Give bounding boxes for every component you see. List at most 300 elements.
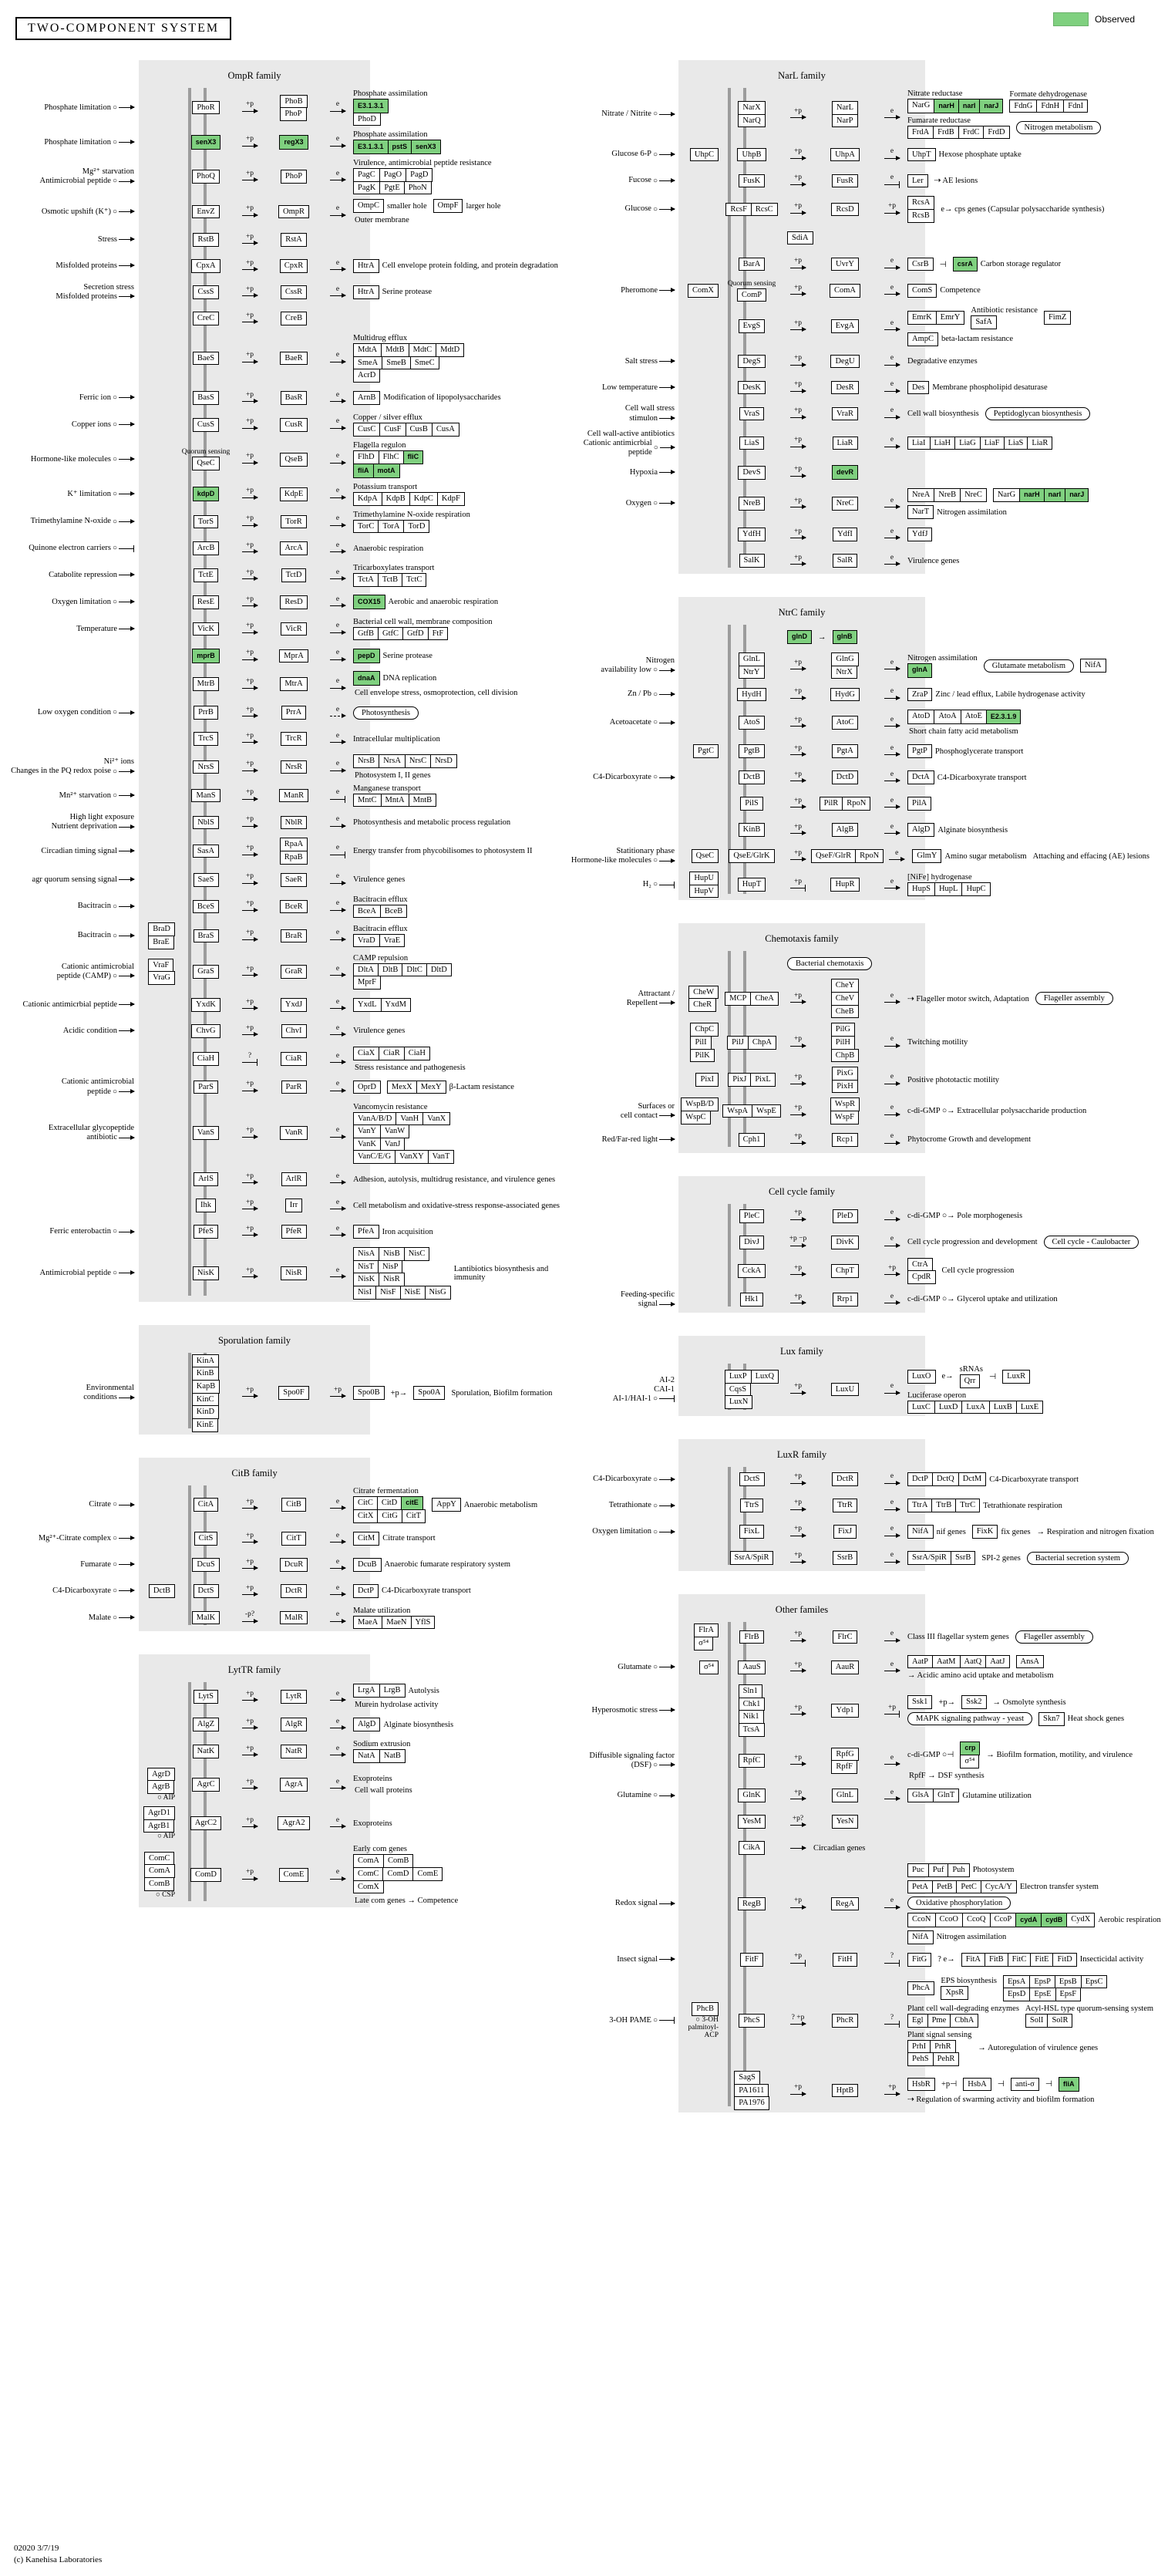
gene-NisI[interactable]: NisI xyxy=(353,1286,376,1300)
gene-AatJ[interactable]: AatJ xyxy=(985,1655,1009,1669)
gene-FusK[interactable]: FusK xyxy=(739,174,766,188)
gene-DltA[interactable]: DltA xyxy=(353,963,379,977)
gene-CusS[interactable]: CusS xyxy=(193,418,219,432)
gene-TorC[interactable]: TorC xyxy=(353,520,379,534)
gene-Rrp1[interactable]: Rrp1 xyxy=(833,1293,858,1307)
gene-VraE[interactable]: VraE xyxy=(379,934,406,948)
gene-senX3[interactable]: senX3 xyxy=(411,140,441,154)
gene-MalR[interactable]: MalR xyxy=(280,1611,308,1625)
gene-PfeR[interactable]: PfeR xyxy=(281,1225,307,1239)
gene-kdpD[interactable]: kdpD xyxy=(193,487,220,501)
gene-ComE[interactable]: ComE xyxy=(412,1867,443,1881)
gene-COX15[interactable]: COX15 xyxy=(353,595,385,609)
gene-EpsP[interactable]: EpsP xyxy=(1029,1975,1055,1989)
gene-FixL[interactable]: FixL xyxy=(739,1525,764,1539)
gene-SolR[interactable]: SolR xyxy=(1047,2014,1072,2028)
gene-YxdM[interactable]: YxdM xyxy=(381,998,411,1012)
gene-TtrS[interactable]: TtrS xyxy=(740,1499,764,1512)
gene-PhoB[interactable]: PhoB xyxy=(280,95,307,109)
gene-PgtB[interactable]: PgtB xyxy=(739,744,764,758)
gene-HsbR[interactable]: HsbR xyxy=(907,2078,935,2092)
gene-LuxP[interactable]: LuxP xyxy=(725,1370,752,1384)
gene-ComX[interactable]: ComX xyxy=(688,284,719,298)
gene-VanH[interactable]: VanH xyxy=(396,1112,423,1126)
gene-TctE[interactable]: TctE xyxy=(194,568,218,582)
gene-LuxC[interactable]: LuxC xyxy=(907,1401,935,1414)
gene-PA1611[interactable]: PA1611 xyxy=(734,2084,769,2098)
gene-NrsR[interactable]: NrsR xyxy=(281,760,307,774)
gene-NblS[interactable]: NblS xyxy=(193,816,219,830)
gene-NisT[interactable]: NisT xyxy=(353,1260,379,1274)
gene-PagD[interactable]: PagD xyxy=(406,168,433,182)
gene-EpsB[interactable]: EpsB xyxy=(1055,1975,1082,1989)
gene-NisR[interactable]: NisR xyxy=(281,1266,307,1280)
gene-motA[interactable]: motA xyxy=(373,464,400,478)
gene-AlgZ[interactable]: AlgZ xyxy=(193,1718,219,1731)
gene-NatB[interactable]: NatB xyxy=(379,1749,406,1763)
gene-pstS[interactable]: pstS xyxy=(388,140,412,154)
gene-CpxA[interactable]: CpxA xyxy=(191,259,220,273)
gene-SaeS[interactable]: SaeS xyxy=(194,873,219,887)
gene-CheA[interactable]: CheA xyxy=(750,992,779,1006)
gene-DivJ[interactable]: DivJ xyxy=(739,1236,764,1249)
gene-CiaX[interactable]: CiaX xyxy=(353,1047,379,1060)
gene-Nik1[interactable]: Nik1 xyxy=(739,1710,764,1724)
gene-BraS[interactable]: BraS xyxy=(194,929,219,943)
gene-fliC[interactable]: fliC xyxy=(403,450,424,465)
gene-PleC[interactable]: PleC xyxy=(739,1209,764,1223)
gene-CcoO[interactable]: CcoO xyxy=(935,1913,964,1927)
gene-PhoD[interactable]: PhoD xyxy=(353,113,381,126)
gene-NreB[interactable]: NreB xyxy=(739,497,766,511)
gene-DesK[interactable]: DesK xyxy=(738,381,766,395)
gene-CydX[interactable]: CydX xyxy=(1066,1913,1095,1927)
gene-KinE[interactable]: KinE xyxy=(192,1418,218,1432)
gene-Irr[interactable]: Irr xyxy=(285,1199,303,1212)
gene-ManS[interactable]: ManS xyxy=(191,789,220,803)
gene-AtoC[interactable]: AtoC xyxy=(832,716,859,730)
gene-FlrC[interactable]: FlrC xyxy=(833,1630,857,1644)
gene-NrsB[interactable]: NrsB xyxy=(353,754,379,768)
gene-SasA[interactable]: SasA xyxy=(193,845,219,858)
gene-KinB[interactable]: KinB xyxy=(739,823,766,837)
gene-AlgR[interactable]: AlgR xyxy=(281,1718,308,1731)
gene-SmeB[interactable]: SmeB xyxy=(382,356,411,370)
gene-LiaF[interactable]: LiaF xyxy=(980,437,1005,450)
gene-PhoP[interactable]: PhoP xyxy=(280,107,306,121)
gene-FdnH[interactable]: FdnH xyxy=(1036,99,1064,113)
gene-VraD[interactable]: VraD xyxy=(353,934,380,948)
gene-PrrB[interactable]: PrrB xyxy=(194,706,218,720)
gene-DesR[interactable]: DesR xyxy=(831,381,858,395)
gene-PhcA[interactable]: PhcA xyxy=(907,1981,934,1995)
gene-DivK[interactable]: DivK xyxy=(831,1236,858,1249)
gene-CitD[interactable]: CitD xyxy=(377,1496,402,1511)
gene-CitX[interactable]: CitX xyxy=(353,1509,378,1523)
gene-YesM[interactable]: YesM xyxy=(738,1815,766,1829)
gene-PagK[interactable]: PagK xyxy=(353,181,380,195)
gene-FdnG[interactable]: FdnG xyxy=(1009,99,1037,113)
gene-VicK[interactable]: VicK xyxy=(193,622,219,636)
gene-PfeS[interactable]: PfeS xyxy=(194,1225,218,1239)
gene-DltB[interactable]: DltB xyxy=(378,963,402,977)
gene-FrdD[interactable]: FrdD xyxy=(983,126,1009,140)
gene-SalR[interactable]: SalR xyxy=(833,554,857,568)
gene-PagC[interactable]: PagC xyxy=(353,168,380,182)
gene-CheV[interactable]: CheV xyxy=(831,992,860,1006)
gene-TctD[interactable]: TctD xyxy=(281,568,307,582)
gene-Ssk1[interactable]: Ssk1 xyxy=(907,1695,932,1709)
gene-CitB[interactable]: CitB xyxy=(281,1498,306,1512)
gene-AgrA2[interactable]: AgrA2 xyxy=(278,1816,309,1830)
gene-CbhA[interactable]: CbhA xyxy=(950,2014,978,2028)
gene-ParR[interactable]: ParR xyxy=(281,1081,307,1094)
gene-PilH[interactable]: PilH xyxy=(831,1036,855,1050)
gene-LuxR[interactable]: LuxR xyxy=(1002,1370,1030,1384)
gene-DctB[interactable]: DctB xyxy=(149,1584,175,1598)
gene-SmeA[interactable]: SmeA xyxy=(353,356,382,370)
gene-PagO[interactable]: PagO xyxy=(379,168,406,182)
pathway-link-Bacterial chemotaxis[interactable]: Bacterial chemotaxis xyxy=(787,957,872,970)
gene-GlnL[interactable]: GlnL xyxy=(739,652,765,666)
gene-NrsS[interactable]: NrsS xyxy=(193,760,218,774)
gene-SagS[interactable]: SagS xyxy=(734,2071,760,2085)
gene-CsrB[interactable]: CsrB xyxy=(907,258,934,271)
gene-TrcR[interactable]: TrcR xyxy=(281,732,306,746)
gene-NreA[interactable]: NreA xyxy=(907,488,934,502)
gene-YxdK[interactable]: YxdK xyxy=(191,998,220,1012)
gene-TorA[interactable]: TorA xyxy=(378,520,404,534)
gene-Spo0F[interactable]: Spo0F xyxy=(278,1386,308,1400)
gene-EvgA[interactable]: EvgA xyxy=(831,319,860,333)
gene-ArcA[interactable]: ArcA xyxy=(280,541,307,555)
gene-CssR[interactable]: CssR xyxy=(281,285,307,299)
gene-Hk1[interactable]: Hk1 xyxy=(740,1293,763,1307)
gene-OmpR[interactable]: OmpR xyxy=(278,205,309,219)
gene-RcsC[interactable]: RcsC xyxy=(751,203,778,217)
gene-LiaG[interactable]: LiaG xyxy=(954,437,981,450)
gene-UhpA[interactable]: UhpA xyxy=(830,148,860,162)
gene-Ssk2[interactable]: Ssk2 xyxy=(961,1695,986,1709)
gene-GtfB[interactable]: GtfB xyxy=(353,627,379,641)
gene-ComX[interactable]: ComX xyxy=(353,1880,384,1894)
gene-regX3[interactable]: regX3 xyxy=(279,135,308,150)
gene-PgtA[interactable]: PgtA xyxy=(832,744,858,758)
gene-BarA[interactable]: BarA xyxy=(739,258,766,271)
gene-AtoD[interactable]: AtoD xyxy=(907,710,934,724)
gene-TcsA[interactable]: TcsA xyxy=(739,1723,765,1737)
gene-Qrr[interactable]: Qrr xyxy=(960,1374,981,1388)
gene-PetA[interactable]: PetA xyxy=(907,1880,933,1894)
gene-E3.1.3.1[interactable]: E3.1.3.1 xyxy=(353,99,389,113)
gene-YxdL[interactable]: YxdL xyxy=(353,998,382,1012)
gene-GlnT[interactable]: GlnT xyxy=(933,1789,959,1802)
gene-DctB[interactable]: DctB xyxy=(739,770,765,784)
gene-CcoQ[interactable]: CcoQ xyxy=(962,1913,991,1927)
gene-HupT[interactable]: HupT xyxy=(738,878,766,892)
gene-PilR[interactable]: PilR xyxy=(820,797,843,811)
gene-VanJ[interactable]: VanJ xyxy=(380,1138,405,1151)
gene-CusF[interactable]: CusF xyxy=(379,423,406,437)
gene-pepD[interactable]: pepD xyxy=(353,649,380,663)
gene-AnsA[interactable]: AnsA xyxy=(1016,1655,1045,1669)
gene-KinC[interactable]: KinC xyxy=(192,1393,219,1407)
gene-WspB/D[interactable]: WspB/D xyxy=(681,1097,719,1111)
gene-PehS[interactable]: PehS xyxy=(907,2052,934,2066)
gene-fliA[interactable]: fliA xyxy=(1059,2077,1079,2092)
pathway-link-Photosynthesis[interactable]: Photosynthesis xyxy=(353,706,419,720)
gene-AgrC2[interactable]: AgrC2 xyxy=(190,1816,222,1830)
gene-CiaR[interactable]: CiaR xyxy=(379,1047,405,1060)
gene-EmrK[interactable]: EmrK xyxy=(907,311,937,325)
gene-PhoN[interactable]: PhoN xyxy=(404,181,432,195)
gene-NifA[interactable]: NifA xyxy=(907,1525,934,1539)
gene-LiaS[interactable]: LiaS xyxy=(1004,437,1028,450)
gene-DltC[interactable]: DltC xyxy=(402,963,426,977)
gene-CitT[interactable]: CitT xyxy=(281,1532,305,1546)
gene-HtrA[interactable]: HtrA xyxy=(353,285,379,299)
gene-BceS[interactable]: BceS xyxy=(193,900,219,914)
gene-NisE[interactable]: NisE xyxy=(400,1286,426,1300)
gene-GlmY[interactable]: GlmY xyxy=(912,849,941,863)
gene-ComA[interactable]: ComA xyxy=(353,1854,384,1868)
pathway-link-Cell cycle - Caulobacter[interactable]: Cell cycle - Caulobacter xyxy=(1044,1236,1139,1249)
gene-GraR[interactable]: GraR xyxy=(281,965,308,979)
gene-NisK[interactable]: NisK xyxy=(353,1273,379,1286)
gene-SsrB[interactable]: SsrB xyxy=(833,1551,857,1565)
gene-HupU[interactable]: HupU xyxy=(689,872,719,885)
gene-KdpE[interactable]: KdpE xyxy=(280,487,308,501)
gene-WspC[interactable]: WspC xyxy=(681,1111,710,1124)
gene-TorR[interactable]: TorR xyxy=(281,515,306,529)
gene-NarQ[interactable]: NarQ xyxy=(738,114,765,128)
gene-LuxD[interactable]: LuxD xyxy=(934,1401,963,1414)
gene-FlhD[interactable]: FlhD xyxy=(353,450,379,465)
gene-BasR[interactable]: BasR xyxy=(281,391,308,405)
gene-LrgB[interactable]: LrgB xyxy=(379,1684,406,1698)
gene-CqsS[interactable]: CqsS xyxy=(725,1383,751,1397)
gene-RstA[interactable]: RstA xyxy=(281,233,307,247)
gene-HupC[interactable]: HupC xyxy=(961,882,990,896)
gene-FusR[interactable]: FusR xyxy=(832,174,858,188)
gene-ComA[interactable]: ComA xyxy=(144,1864,175,1878)
gene-FitF[interactable]: FitF xyxy=(740,1953,763,1967)
gene-FlrA[interactable]: FlrA xyxy=(694,1623,719,1637)
gene-ComS[interactable]: ComS xyxy=(907,284,937,298)
gene-NisG[interactable]: NisG xyxy=(425,1286,451,1300)
gene-RcsA[interactable]: RcsA xyxy=(907,196,934,210)
gene-PrhI[interactable]: PrhI xyxy=(907,2040,931,2054)
gene-CycA/Y[interactable]: CycA/Y xyxy=(981,1880,1017,1894)
gene-mprB[interactable]: mprB xyxy=(192,649,220,663)
gene-DctP[interactable]: DctP xyxy=(353,1584,379,1598)
gene-narI[interactable]: narI xyxy=(958,99,981,113)
gene-CheW[interactable]: CheW xyxy=(688,986,719,1000)
gene-E2.3.1.9[interactable]: E2.3.1.9 xyxy=(986,710,1022,724)
gene-BraE[interactable]: BraE xyxy=(148,936,174,949)
gene-LrgA[interactable]: LrgA xyxy=(353,1684,380,1698)
gene-SolI[interactable]: SolI xyxy=(1025,2014,1049,2028)
gene-VraR[interactable]: VraR xyxy=(832,407,858,421)
gene-MtrB[interactable]: MtrB xyxy=(193,677,220,691)
gene-PixH[interactable]: PixH xyxy=(832,1080,858,1094)
gene-RcsD[interactable]: RcsD xyxy=(831,203,858,217)
gene-CheB[interactable]: CheB xyxy=(831,1005,859,1019)
gene-FixK[interactable]: FixK xyxy=(972,1525,998,1539)
gene-ComB[interactable]: ComB xyxy=(383,1854,413,1868)
gene-FitH[interactable]: FitH xyxy=(833,1953,857,1967)
gene-AtoE[interactable]: AtoE xyxy=(961,710,987,724)
gene-HupS[interactable]: HupS xyxy=(907,882,935,896)
gene-ChpT[interactable]: ChpT xyxy=(831,1264,859,1278)
gene-YflS[interactable]: YflS xyxy=(411,1616,436,1630)
gene-CiaH[interactable]: CiaH xyxy=(404,1047,430,1060)
gene-NisB[interactable]: NisB xyxy=(379,1247,405,1261)
gene-ComC[interactable]: ComC xyxy=(144,1852,174,1866)
gene-VraS[interactable]: VraS xyxy=(739,407,765,421)
gene-ArnB[interactable]: ArnB xyxy=(353,391,380,405)
gene-FitE[interactable]: FitE xyxy=(1030,1953,1053,1967)
gene-KdpB[interactable]: KdpB xyxy=(382,492,410,506)
gene-CitG[interactable]: CitG xyxy=(377,1509,402,1523)
gene-PixI[interactable]: PixI xyxy=(695,1073,719,1087)
gene-narH[interactable]: narH xyxy=(1019,488,1045,503)
gene-NisC[interactable]: NisC xyxy=(404,1247,430,1261)
gene-BasS[interactable]: BasS xyxy=(193,391,219,405)
gene-AcrD[interactable]: AcrD xyxy=(353,369,380,383)
gene-AlgD[interactable]: AlgD xyxy=(907,823,934,837)
gene-BceA[interactable]: BceA xyxy=(353,905,381,919)
gene-QseC[interactable]: QseC xyxy=(192,457,219,470)
gene-HupV[interactable]: HupV xyxy=(689,885,719,899)
gene-AgrD1[interactable]: AgrD1 xyxy=(143,1806,175,1820)
gene-MntA[interactable]: MntA xyxy=(381,794,409,808)
gene-MdtD[interactable]: MdtD xyxy=(436,343,464,357)
gene-FitC[interactable]: FitC xyxy=(1008,1953,1032,1967)
gene-Puc[interactable]: Puc xyxy=(907,1863,929,1877)
gene-SdiA[interactable]: SdiA xyxy=(787,231,813,245)
gene-NarT[interactable]: NarT xyxy=(907,505,934,519)
gene-SafA[interactable]: SafA xyxy=(971,315,997,329)
gene-MexY[interactable]: MexY xyxy=(416,1081,446,1094)
gene-RegA[interactable]: RegA xyxy=(831,1897,860,1911)
gene-NrsC[interactable]: NrsC xyxy=(405,754,431,768)
gene-NisF[interactable]: NisF xyxy=(375,1286,400,1300)
gene-EpsE[interactable]: EpsE xyxy=(1029,1988,1055,2001)
gene-PetC[interactable]: PetC xyxy=(956,1880,981,1894)
pathway-link-Nitrogen metabolism[interactable]: Nitrogen metabolism xyxy=(1016,121,1102,134)
gene-PfeA[interactable]: PfeA xyxy=(353,1225,379,1239)
gene-BaeS[interactable]: BaeS xyxy=(193,352,219,366)
gene-VanS[interactable]: VanS xyxy=(193,1126,219,1140)
gene-BaeR[interactable]: BaeR xyxy=(280,352,307,366)
gene-WspF[interactable]: WspF xyxy=(830,1111,859,1124)
gene-glnA[interactable]: glnA xyxy=(907,663,932,678)
gene-UhpB[interactable]: UhpB xyxy=(737,148,766,162)
gene-senX3[interactable]: senX3 xyxy=(191,135,221,150)
gene-HtrA[interactable]: HtrA xyxy=(353,259,379,273)
gene-YdfH[interactable]: YdfH xyxy=(738,528,766,541)
gene-MCP[interactable]: MCP xyxy=(725,992,751,1006)
gene-WspE[interactable]: WspE xyxy=(752,1104,781,1118)
gene-BraR[interactable]: BraR xyxy=(281,929,307,943)
gene-DctR[interactable]: DctR xyxy=(281,1584,307,1598)
pathway-link-Flageller assembly[interactable]: Flageller assembly xyxy=(1015,1630,1093,1644)
gene-NtrY[interactable]: NtrY xyxy=(739,666,765,679)
gene-ResE[interactable]: ResE xyxy=(193,595,219,609)
gene-ComA[interactable]: ComA xyxy=(830,284,860,298)
gene-RcsB[interactable]: RcsB xyxy=(907,209,934,223)
gene-HptB[interactable]: HptB xyxy=(832,2084,859,2098)
gene-UhpT[interactable]: UhpT xyxy=(907,148,936,162)
gene-CiaR[interactable]: CiaR xyxy=(281,1052,307,1066)
gene-DctQ[interactable]: DctQ xyxy=(932,1472,959,1486)
gene-TorD[interactable]: TorD xyxy=(403,520,429,534)
gene-narJ[interactable]: narJ xyxy=(979,99,1003,113)
gene-DcuB[interactable]: DcuB xyxy=(353,1558,382,1572)
gene-PhcS[interactable]: PhcS xyxy=(739,2014,765,2028)
gene-QseB[interactable]: QseB xyxy=(280,453,307,467)
gene-NisP[interactable]: NisP xyxy=(378,1260,402,1274)
gene-LuxN[interactable]: LuxN xyxy=(725,1395,753,1409)
gene-Ihk[interactable]: Ihk xyxy=(196,1199,216,1212)
gene-VanK[interactable]: VanK xyxy=(353,1138,381,1151)
gene-GlnG[interactable]: GlnG xyxy=(831,652,858,666)
gene-PhcB[interactable]: PhcB xyxy=(692,2002,719,2016)
gene-LiaR[interactable]: LiaR xyxy=(833,437,858,450)
gene-MexX[interactable]: MexX xyxy=(387,1081,417,1094)
gene-KdpA[interactable]: KdpA xyxy=(353,492,382,506)
gene-MdtB[interactable]: MdtB xyxy=(381,343,409,357)
gene-FrdA[interactable]: FrdA xyxy=(907,126,934,140)
gene-HsbA[interactable]: HsbA xyxy=(963,2078,991,2092)
gene-NifA[interactable]: NifA xyxy=(1080,659,1106,673)
gene-LiaS[interactable]: LiaS xyxy=(739,437,764,450)
gene-RpfC[interactable]: RpfC xyxy=(739,1754,766,1768)
gene-NarG[interactable]: NarG xyxy=(907,99,934,113)
gene-ResD[interactable]: ResD xyxy=(280,595,307,609)
gene-KinB[interactable]: KinB xyxy=(192,1367,219,1381)
gene-NisK[interactable]: NisK xyxy=(193,1266,219,1280)
gene-NatK[interactable]: NatK xyxy=(193,1745,220,1758)
gene-MalK[interactable]: MalK xyxy=(192,1611,220,1625)
gene-SsrA/SpiR[interactable]: SsrA/SpiR xyxy=(907,1551,951,1565)
gene-cydA[interactable]: cydA xyxy=(1015,1913,1042,1927)
gene-LiaI[interactable]: LiaI xyxy=(907,437,931,450)
gene-Puh[interactable]: Puh xyxy=(948,1863,969,1877)
gene-AatP[interactable]: AatP xyxy=(907,1655,933,1669)
gene-KinA[interactable]: KinA xyxy=(192,1354,219,1368)
gene-FrdB[interactable]: FrdB xyxy=(933,126,959,140)
gene-FitD[interactable]: FitD xyxy=(1052,1953,1076,1967)
gene-NtrX[interactable]: NtrX xyxy=(831,666,857,679)
gene-LuxU[interactable]: LuxU xyxy=(831,1383,860,1397)
gene-ComP[interactable]: ComP xyxy=(737,288,766,302)
gene-glnB[interactable]: glnB xyxy=(833,630,857,645)
gene-Pme[interactable]: Pme xyxy=(927,2014,951,2028)
gene-YdfI[interactable]: YdfI xyxy=(833,528,857,541)
pathway-link-Oxidative phosphorylation[interactable]: Oxidative phosphorylation xyxy=(907,1897,1011,1910)
gene-AlgB[interactable]: AlgB xyxy=(832,823,859,837)
gene-DctP[interactable]: DctP xyxy=(907,1472,933,1486)
gene-NisR[interactable]: NisR xyxy=(379,1273,405,1286)
gene-PilK[interactable]: PilK xyxy=(690,1049,714,1063)
gene-NatA[interactable]: NatA xyxy=(353,1749,380,1763)
gene-QseC[interactable]: QseC xyxy=(692,849,719,863)
gene-CcoP[interactable]: CcoP xyxy=(990,1913,1017,1927)
gene-EpsD[interactable]: EpsD xyxy=(1003,1988,1030,2001)
gene-LuxO[interactable]: LuxO xyxy=(907,1370,936,1384)
